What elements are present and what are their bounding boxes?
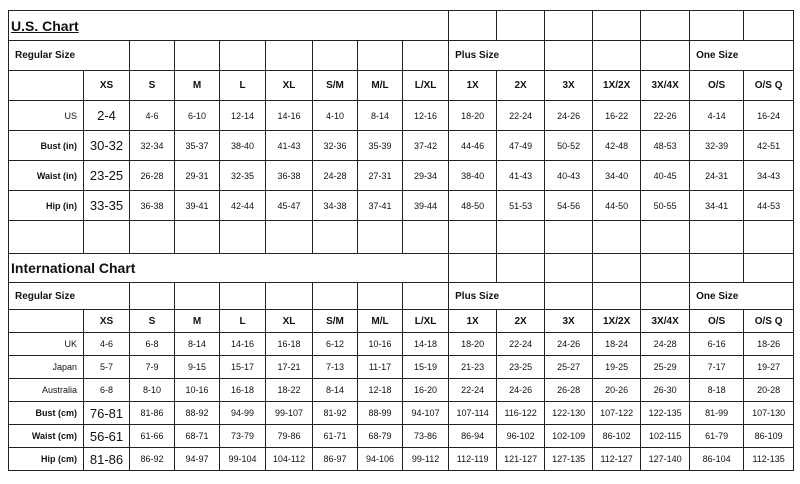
size-header: O/S Q — [744, 71, 794, 101]
value-cell: 36-38 — [266, 161, 313, 191]
value-cell: 7-13 — [313, 356, 358, 379]
empty-cell — [220, 283, 266, 310]
value-cell: 68-79 — [358, 425, 403, 448]
one-size-label: One Size — [690, 41, 794, 71]
empty-cell — [744, 11, 794, 41]
value-cell: 23-25 — [84, 161, 130, 191]
value-cell: 86-92 — [130, 448, 175, 471]
size-chart — [8, 10, 793, 472]
value-cell: 127-140 — [641, 448, 690, 471]
value-cell: 16-20 — [403, 379, 449, 402]
row-label: Waist (in) — [9, 161, 84, 191]
size-header: L — [220, 71, 266, 101]
value-cell: 8-10 — [130, 379, 175, 402]
value-cell: 34-43 — [744, 161, 794, 191]
value-cell: 42-51 — [744, 131, 794, 161]
empty-cell — [403, 221, 449, 254]
value-cell: 50-52 — [545, 131, 593, 161]
value-cell: 42-44 — [220, 191, 266, 221]
empty-cell — [449, 11, 497, 41]
table-row — [9, 425, 794, 448]
empty-cell — [497, 11, 545, 41]
value-cell: 94-106 — [358, 448, 403, 471]
value-cell: 107-122 — [593, 402, 641, 425]
empty-cell — [744, 254, 794, 283]
value-cell: 121-127 — [497, 448, 545, 471]
value-cell: 102-115 — [641, 425, 690, 448]
value-cell: 6-16 — [690, 333, 744, 356]
table-row — [9, 191, 794, 221]
value-cell: 39-41 — [175, 191, 220, 221]
table-row — [9, 310, 794, 333]
value-cell: 19-27 — [744, 356, 794, 379]
size-header: XL — [266, 310, 313, 333]
plus-size-label: Plus Size — [449, 41, 545, 71]
empty-cell — [220, 221, 266, 254]
value-cell: 14-16 — [220, 333, 266, 356]
value-cell: 18-26 — [744, 333, 794, 356]
value-cell: 73-79 — [220, 425, 266, 448]
size-header: O/S — [690, 310, 744, 333]
value-cell: 18-20 — [449, 101, 497, 131]
size-header: L/XL — [403, 310, 449, 333]
row-label: Hip (cm) — [9, 448, 84, 471]
value-cell: 94-99 — [220, 402, 266, 425]
empty-cell — [545, 41, 593, 71]
size-header: M — [175, 310, 220, 333]
value-cell: 29-34 — [403, 161, 449, 191]
value-cell: 50-55 — [641, 191, 690, 221]
value-cell: 112-135 — [744, 448, 794, 471]
value-cell: 112-119 — [449, 448, 497, 471]
value-cell: 20-28 — [744, 379, 794, 402]
value-cell: 26-30 — [641, 379, 690, 402]
value-cell: 19-25 — [593, 356, 641, 379]
value-cell: 18-20 — [449, 333, 497, 356]
empty-cell — [593, 283, 641, 310]
empty-cell — [175, 41, 220, 71]
value-cell: 44-53 — [744, 191, 794, 221]
empty-cell — [641, 254, 690, 283]
empty-cell — [9, 71, 84, 101]
empty-cell — [593, 221, 641, 254]
value-cell: 112-127 — [593, 448, 641, 471]
table-row — [9, 254, 794, 283]
value-cell: 48-53 — [641, 131, 690, 161]
value-cell: 88-92 — [175, 402, 220, 425]
value-cell: 81-99 — [690, 402, 744, 425]
value-cell: 17-21 — [266, 356, 313, 379]
value-cell: 24-26 — [545, 101, 593, 131]
value-cell: 22-24 — [497, 101, 545, 131]
size-header: 2X — [497, 310, 545, 333]
value-cell: 29-31 — [175, 161, 220, 191]
value-cell: 32-34 — [130, 131, 175, 161]
empty-cell — [358, 221, 403, 254]
empty-cell — [545, 11, 593, 41]
value-cell: 61-71 — [313, 425, 358, 448]
size-header: M/L — [358, 310, 403, 333]
empty-cell — [449, 254, 497, 283]
value-cell: 16-18 — [266, 333, 313, 356]
value-cell: 5-7 — [84, 356, 130, 379]
value-cell: 26-28 — [130, 161, 175, 191]
value-cell: 86-109 — [744, 425, 794, 448]
empty-cell — [130, 41, 175, 71]
empty-cell — [497, 254, 545, 283]
empty-cell — [358, 41, 403, 71]
row-label: US — [9, 101, 84, 131]
value-cell: 15-19 — [403, 356, 449, 379]
value-cell: 42-48 — [593, 131, 641, 161]
value-cell: 14-16 — [266, 101, 313, 131]
empty-cell — [9, 310, 84, 333]
value-cell: 2-4 — [84, 101, 130, 131]
value-cell: 6-8 — [84, 379, 130, 402]
value-cell: 73-86 — [403, 425, 449, 448]
value-cell: 4-6 — [130, 101, 175, 131]
empty-cell — [744, 221, 794, 254]
value-cell: 48-50 — [449, 191, 497, 221]
empty-cell — [641, 41, 690, 71]
table-row — [9, 283, 794, 310]
value-cell: 6-10 — [175, 101, 220, 131]
value-cell: 107-130 — [744, 402, 794, 425]
size-header: M — [175, 71, 220, 101]
table-row — [9, 101, 794, 131]
value-cell: 34-38 — [313, 191, 358, 221]
value-cell: 47-49 — [497, 131, 545, 161]
value-cell: 36-38 — [130, 191, 175, 221]
value-cell: 88-99 — [358, 402, 403, 425]
value-cell: 99-104 — [220, 448, 266, 471]
value-cell: 41-43 — [266, 131, 313, 161]
value-cell: 76-81 — [84, 402, 130, 425]
empty-cell — [220, 41, 266, 71]
table-row — [9, 71, 794, 101]
value-cell: 23-25 — [497, 356, 545, 379]
empty-cell — [313, 41, 358, 71]
empty-cell — [403, 41, 449, 71]
size-header: O/S — [690, 71, 744, 101]
value-cell: 4-14 — [690, 101, 744, 131]
value-cell: 18-22 — [266, 379, 313, 402]
value-cell: 38-40 — [220, 131, 266, 161]
value-cell: 22-24 — [449, 379, 497, 402]
value-cell: 4-10 — [313, 101, 358, 131]
value-cell: 24-31 — [690, 161, 744, 191]
empty-cell — [175, 283, 220, 310]
value-cell: 7-17 — [690, 356, 744, 379]
value-cell: 99-107 — [266, 402, 313, 425]
value-cell: 20-26 — [593, 379, 641, 402]
row-label: Hip (in) — [9, 191, 84, 221]
value-cell: 12-16 — [403, 101, 449, 131]
empty-cell — [266, 41, 313, 71]
table-row — [9, 41, 794, 71]
value-cell: 61-79 — [690, 425, 744, 448]
size-header: XS — [84, 310, 130, 333]
us-chart-title: U.S. Chart — [9, 11, 449, 41]
value-cell: 33-35 — [84, 191, 130, 221]
empty-cell — [690, 11, 744, 41]
value-cell: 45-47 — [266, 191, 313, 221]
size-header: L/XL — [403, 71, 449, 101]
value-cell: 12-14 — [220, 101, 266, 131]
empty-cell — [690, 254, 744, 283]
size-header: M/L — [358, 71, 403, 101]
value-cell: 14-18 — [403, 333, 449, 356]
value-cell: 6-12 — [313, 333, 358, 356]
value-cell: 34-41 — [690, 191, 744, 221]
empty-cell — [593, 11, 641, 41]
value-cell: 22-24 — [497, 333, 545, 356]
value-cell: 24-26 — [545, 333, 593, 356]
value-cell: 24-26 — [497, 379, 545, 402]
value-cell: 11-17 — [358, 356, 403, 379]
value-cell: 8-18 — [690, 379, 744, 402]
one-size-label: One Size — [690, 283, 794, 310]
empty-cell — [358, 283, 403, 310]
value-cell: 15-17 — [220, 356, 266, 379]
value-cell: 24-28 — [641, 333, 690, 356]
table-row — [9, 356, 794, 379]
value-cell: 107-114 — [449, 402, 497, 425]
value-cell: 41-43 — [497, 161, 545, 191]
regular-size-label: Regular Size — [9, 41, 130, 71]
empty-cell — [130, 283, 175, 310]
value-cell: 96-102 — [497, 425, 545, 448]
value-cell: 16-22 — [593, 101, 641, 131]
size-chart-table — [8, 10, 794, 471]
value-cell: 6-8 — [130, 333, 175, 356]
empty-cell — [593, 254, 641, 283]
empty-cell — [449, 221, 497, 254]
row-label: Australia — [9, 379, 84, 402]
size-header: 1X/2X — [593, 310, 641, 333]
value-cell: 38-40 — [449, 161, 497, 191]
value-cell: 122-135 — [641, 402, 690, 425]
value-cell: 35-37 — [175, 131, 220, 161]
value-cell: 86-104 — [690, 448, 744, 471]
value-cell: 27-31 — [358, 161, 403, 191]
value-cell: 81-86 — [130, 402, 175, 425]
value-cell: 16-24 — [744, 101, 794, 131]
value-cell: 8-14 — [175, 333, 220, 356]
value-cell: 44-46 — [449, 131, 497, 161]
value-cell: 122-130 — [545, 402, 593, 425]
value-cell: 39-44 — [403, 191, 449, 221]
empty-cell — [593, 41, 641, 71]
value-cell: 81-92 — [313, 402, 358, 425]
value-cell: 25-29 — [641, 356, 690, 379]
value-cell: 81-86 — [84, 448, 130, 471]
size-header: 3X/4X — [641, 310, 690, 333]
size-header: 2X — [497, 71, 545, 101]
value-cell: 86-97 — [313, 448, 358, 471]
empty-cell — [641, 221, 690, 254]
value-cell: 56-61 — [84, 425, 130, 448]
regular-size-label: Regular Size — [9, 283, 130, 310]
table-row — [9, 131, 794, 161]
value-cell: 102-109 — [545, 425, 593, 448]
table-row — [9, 402, 794, 425]
value-cell: 51-53 — [497, 191, 545, 221]
empty-cell — [130, 221, 175, 254]
value-cell: 35-39 — [358, 131, 403, 161]
row-label: UK — [9, 333, 84, 356]
international-chart-title: International Chart — [9, 254, 449, 283]
value-cell: 34-40 — [593, 161, 641, 191]
table-row — [9, 379, 794, 402]
empty-cell — [545, 283, 593, 310]
size-header: 1X — [449, 310, 497, 333]
value-cell: 86-102 — [593, 425, 641, 448]
size-header: S — [130, 310, 175, 333]
empty-cell — [266, 221, 313, 254]
value-cell: 44-50 — [593, 191, 641, 221]
value-cell: 22-26 — [641, 101, 690, 131]
value-cell: 86-94 — [449, 425, 497, 448]
size-header: 1X — [449, 71, 497, 101]
table-row — [9, 448, 794, 471]
value-cell: 25-27 — [545, 356, 593, 379]
row-label: Bust (cm) — [9, 402, 84, 425]
empty-cell — [497, 221, 545, 254]
empty-cell — [641, 11, 690, 41]
size-header: 3X/4X — [641, 71, 690, 101]
value-cell: 61-66 — [130, 425, 175, 448]
empty-cell — [641, 283, 690, 310]
row-label: Bust (in) — [9, 131, 84, 161]
empty-cell — [9, 221, 84, 254]
empty-cell — [84, 221, 130, 254]
empty-cell — [690, 221, 744, 254]
value-cell: 68-71 — [175, 425, 220, 448]
value-cell: 37-42 — [403, 131, 449, 161]
empty-cell — [313, 283, 358, 310]
size-header: 1X/2X — [593, 71, 641, 101]
size-header: 3X — [545, 71, 593, 101]
value-cell: 4-6 — [84, 333, 130, 356]
value-cell: 7-9 — [130, 356, 175, 379]
value-cell: 104-112 — [266, 448, 313, 471]
size-header: S/M — [313, 310, 358, 333]
value-cell: 127-135 — [545, 448, 593, 471]
table-row — [9, 333, 794, 356]
value-cell: 21-23 — [449, 356, 497, 379]
value-cell: 54-56 — [545, 191, 593, 221]
value-cell: 10-16 — [358, 333, 403, 356]
row-label: Waist (cm) — [9, 425, 84, 448]
empty-cell — [403, 283, 449, 310]
value-cell: 32-39 — [690, 131, 744, 161]
value-cell: 99-112 — [403, 448, 449, 471]
plus-size-label: Plus Size — [449, 283, 545, 310]
value-cell: 26-28 — [545, 379, 593, 402]
empty-cell — [175, 221, 220, 254]
value-cell: 32-36 — [313, 131, 358, 161]
value-cell: 8-14 — [358, 101, 403, 131]
size-header: XL — [266, 71, 313, 101]
value-cell: 94-107 — [403, 402, 449, 425]
value-cell: 32-35 — [220, 161, 266, 191]
row-label: Japan — [9, 356, 84, 379]
value-cell: 37-41 — [358, 191, 403, 221]
value-cell: 40-45 — [641, 161, 690, 191]
empty-cell — [313, 221, 358, 254]
value-cell: 79-86 — [266, 425, 313, 448]
empty-cell — [545, 221, 593, 254]
size-header: S — [130, 71, 175, 101]
value-cell: 10-16 — [175, 379, 220, 402]
size-header: XS — [84, 71, 130, 101]
value-cell: 116-122 — [497, 402, 545, 425]
size-header: 3X — [545, 310, 593, 333]
value-cell: 16-18 — [220, 379, 266, 402]
value-cell: 94-97 — [175, 448, 220, 471]
empty-cell — [545, 254, 593, 283]
value-cell: 12-18 — [358, 379, 403, 402]
value-cell: 8-14 — [313, 379, 358, 402]
value-cell: 40-43 — [545, 161, 593, 191]
value-cell: 24-28 — [313, 161, 358, 191]
value-cell: 9-15 — [175, 356, 220, 379]
value-cell: 30-32 — [84, 131, 130, 161]
empty-cell — [266, 283, 313, 310]
value-cell: 18-24 — [593, 333, 641, 356]
table-row — [9, 161, 794, 191]
table-row — [9, 221, 794, 254]
size-header: S/M — [313, 71, 358, 101]
table-row — [9, 11, 794, 41]
size-header: O/S Q — [744, 310, 794, 333]
size-header: L — [220, 310, 266, 333]
